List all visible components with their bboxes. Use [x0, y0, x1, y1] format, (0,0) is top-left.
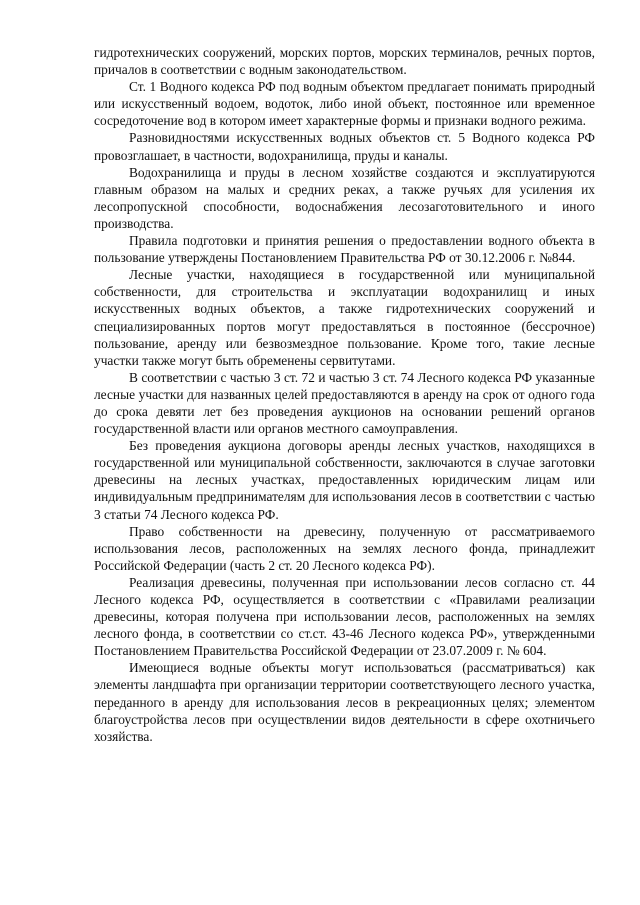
paragraph-provision-rules: Правила подготовки и принятия решения о предоставлении водного объекта в пользование утверждены Постановлением Правительства РФ от 30.12.2006 г. №844.: [94, 233, 595, 266]
paragraph-wood-ownership: Право собственности на древесину, полученную от рассматриваемого использования лесов, расположенных на землях лесного фонда, принадлежит Российской Федерации (часть 2 ст. 20 Лесного кодекса РФ).: [94, 523, 595, 573]
paragraph-lease-without-auction: Без проведения аукциона договоры аренды лесных участков, находящихся в государственной или муниципальной собственности, заключаются в случае заготовки древесины на лесных участках, предоставленных юридическим лицам или индивидуальным предпринимателям для использования лесов в соответствии с частью 3 статьи 74 Лесного кодекса РФ.: [94, 438, 595, 522]
paragraph-landscape-elements: Имеющиеся водные объекты могут использоваться (рассматриваться) как элементы ландшафта при организации территории соответствующего лесного участка, переданного в аренду для использования лесов в рекреационных целях; элементом благоустройства лесов при осуществлении видов деятельности в сфере охотничьего хозяйства.: [94, 660, 595, 744]
paragraph-forest-plots-use: Лесные участки, находящиеся в государственной или муниципальной собственности, для строительства и эксплуатации водохранилищ и иных искусственных водных объектов, а также гидротехнических сооружений и специализированных портов могут предоставляться в постоянное (бессрочное) пользование, аренду или безвозмездное пользование. Кроме того, такие лесные участки также могут быть обременены сервитутами.: [94, 267, 595, 368]
paragraph-wood-sale: Реализация древесины, полученная при использовании лесов согласно ст. 44 Лесного кодекса РФ, осуществляется в соответствии с «Правилами реализации древесины, которая получена при использовании лесов, расположенных на землях лесного фонда, в соответствии со ст.ст. 43-46 Лесного кодекса РФ», утвержденными Постановлением Правительства Российской Федерации от 23.07.2009 г. № 604.: [94, 574, 595, 659]
paragraph-continuation: гидротехнических сооружений, морских портов, морских терминалов, речных портов, причалов в соответствии с водным законодательством.: [94, 45, 595, 78]
paragraph-water-object-definition: Ст. 1 Водного кодекса РФ под водным объектом предлагает понимать природный или искусственный водоем, водоток, либо иной объект, постоянное или временное сосредоточение вод в котором имеет характерные формы и признаки водного режима.: [94, 79, 595, 129]
paragraph-reservoirs-ponds: Водохранилища и пруды в лесном хозяйстве создаются и эксплуатируются главным образом на малых и средних реках, а также ручьях для усиления их лесопропускной способности, водоснабжения лесозаготовительного и иного производства.: [94, 164, 595, 231]
paragraph-artificial-water-objects: Разновидностями искусственных водных объектов ст. 5 Водного кодекса РФ провозглашает, в частности, водохранилища, пруды и каналы.: [94, 130, 595, 163]
document-page: [94, 44, 595, 745]
paragraph-lease-terms: В соответствии с частью 3 ст. 72 и частью 3 ст. 74 Лесного кодекса РФ указанные лесные участки для названных целей предоставляются в аренду на срок от одного года до срока девяти лет без проведения аукционов на основании решений органов государственной власти или органов местного самоуправления.: [94, 369, 595, 437]
